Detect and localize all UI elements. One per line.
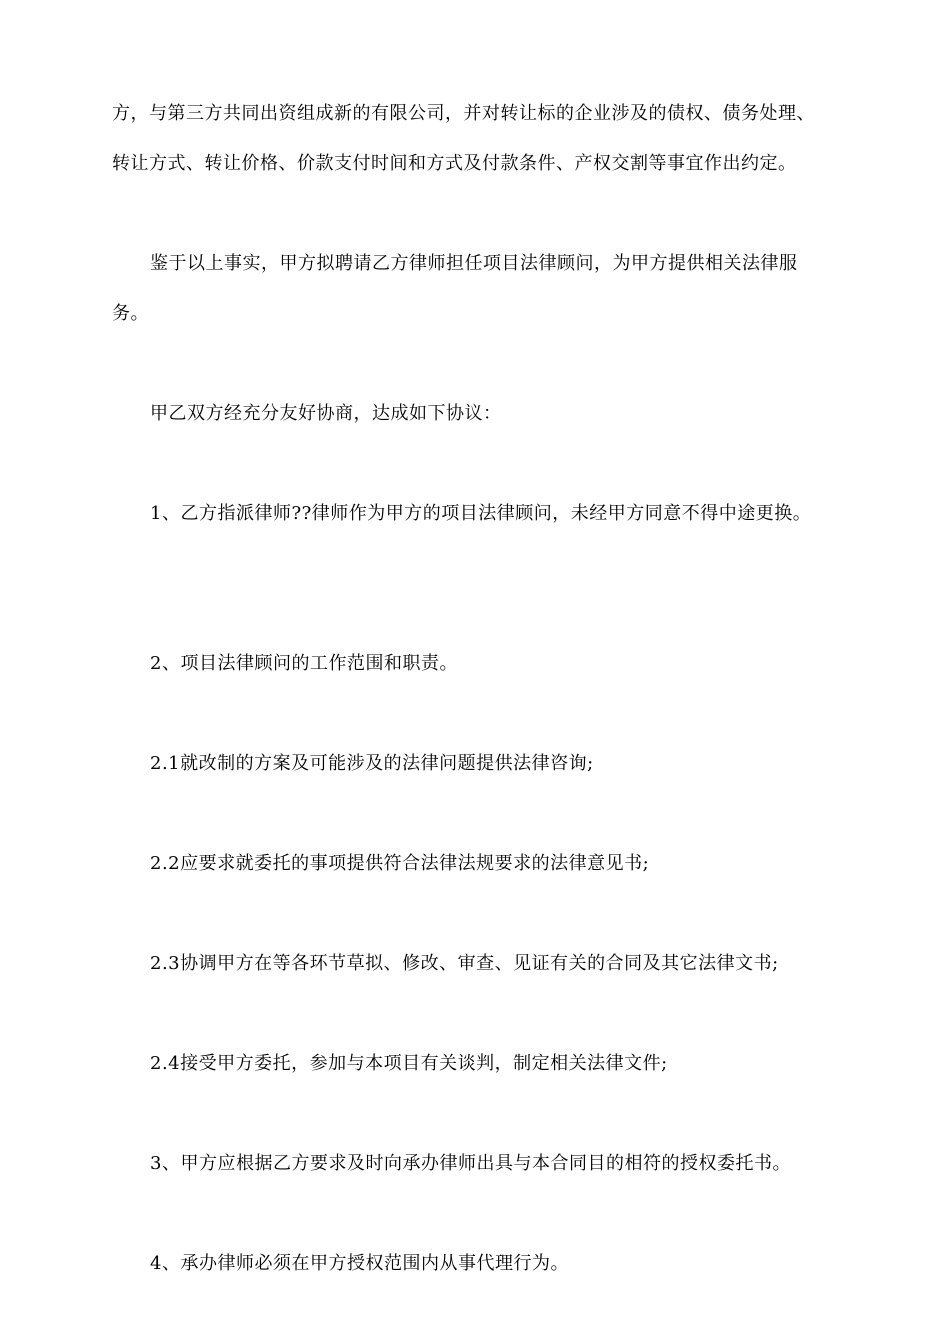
clause-2: 2、项目法律顾问的工作范围和职责。 xyxy=(150,653,458,674)
clause-4: 4、承办律师必须在甲方授权范围内从事代理行为。 xyxy=(150,1253,569,1274)
clause-1: 1、乙方指派律师??律师作为甲方的项目法律顾问，未经甲方同意不得中途更换。 xyxy=(150,503,812,524)
clause-3: 3、甲方应根据乙方要求及时向承办律师出具与本合同目的相符的授权委托书。 xyxy=(150,1153,791,1174)
paragraph-line: 转让方式、转让价格、价款支付时间和方式及付款条件、产权交割等事宜作出约定。 xyxy=(112,153,797,174)
clause-2-3: 2.3协调甲方在等各环节草拟、修改、审查、见证有关的合同及其它法律文书; xyxy=(150,953,779,974)
paragraph-line: 务。 xyxy=(112,303,149,324)
paragraph-line: 甲乙双方经充分友好协商，达成如下协议： xyxy=(150,403,502,424)
paragraph-line: 鉴于以上事实，甲方拟聘请乙方律师担任项目法律顾问，为甲方提供相关法律服 xyxy=(150,253,798,274)
clause-2-1: 2.1就改制的方案及可能涉及的法律问题提供法律咨询; xyxy=(150,753,594,774)
clause-2-4: 2.4接受甲方委托，参加与本项目有关谈判，制定相关法律文件; xyxy=(150,1053,668,1074)
paragraph-line: 方，与第三方共同出资组成新的有限公司，并对转让标的企业涉及的债权、债务处理、 xyxy=(112,103,815,124)
clause-2-2: 2.2应要求就委托的事项提供符合法律法规要求的法律意见书; xyxy=(150,853,650,874)
